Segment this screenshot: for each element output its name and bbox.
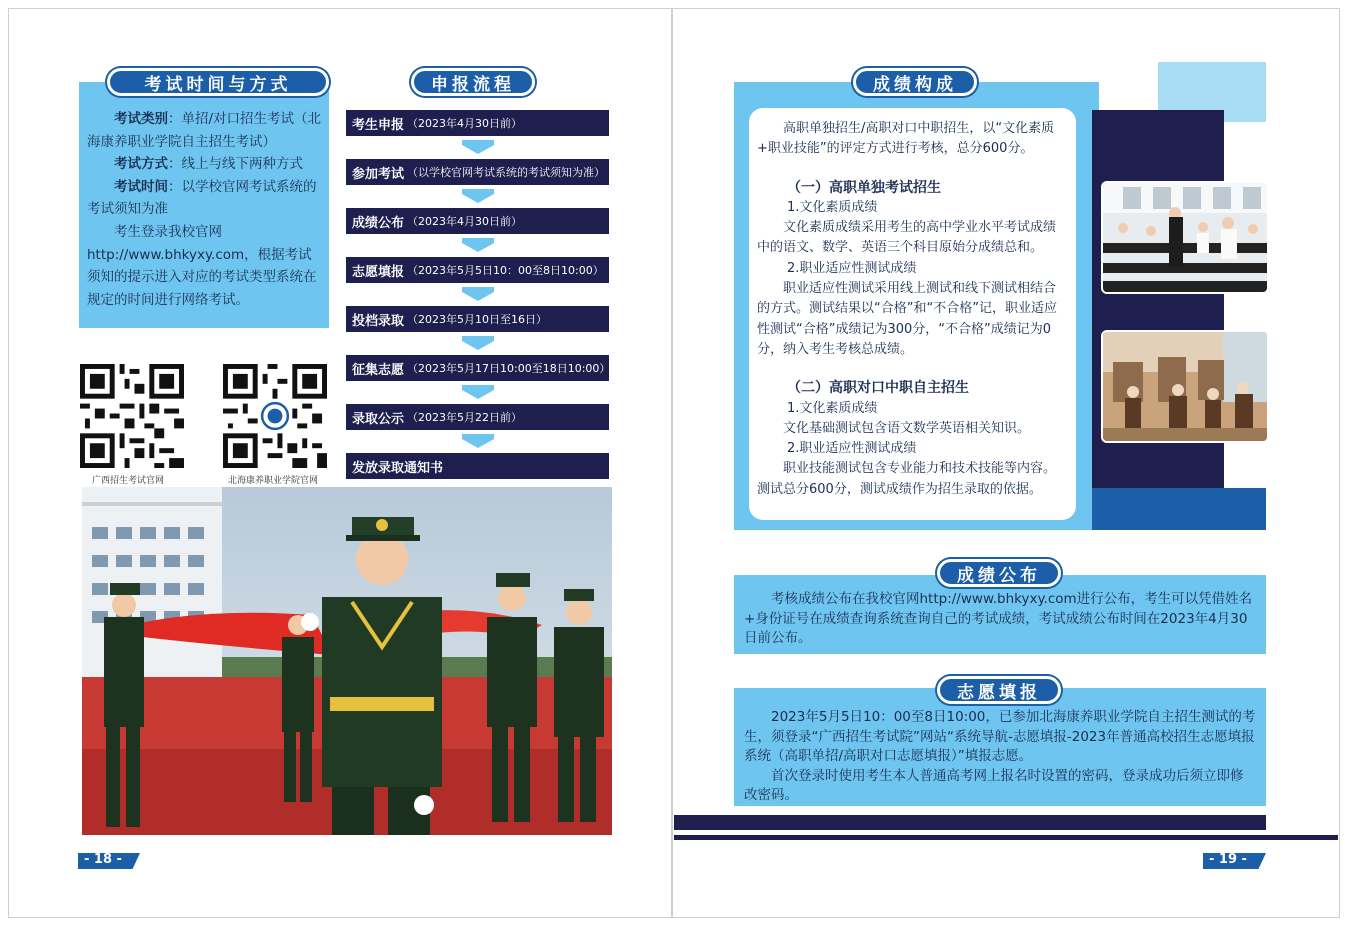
volunteer-text-1: 2023年5月5日10：00至8日10:00，已参加北海康养职业学院自主招生测试的考生，须登录“广西招生考试院”网站“系统导航-志愿填报-2023年普通高校招生志愿填报系统（高职单招/高职对口志愿填报）”填报志愿。 xyxy=(744,709,1256,765)
volunteer-panel xyxy=(734,688,1266,806)
volunteer-text-2: 首次登录时使用考生本人普通高考网上报名时设置的密码，登录成功后须立即修改密码。 xyxy=(744,767,1244,804)
step-label: 志愿填报 xyxy=(352,264,405,280)
decor-stripe-thick xyxy=(674,815,1266,830)
process-step xyxy=(346,453,609,479)
page-number-right xyxy=(1203,853,1266,869)
qr-caption-guangxi: 广西招生考试官网 xyxy=(92,476,165,486)
honor-guard-photo xyxy=(82,487,612,835)
process-step xyxy=(346,257,609,283)
down-arrow-icon xyxy=(346,332,609,355)
score-part1-item2-text: 职业适应性测试采用线上测试和线下测试相结合的方式。测试结果以“合格”和“不合格”记，职业适应性测试“合格”成绩记为300分，“不合格”成绩记为0分，纳入考生考核总成绩。 xyxy=(757,281,1057,357)
step-label: 成绩公布 xyxy=(352,215,405,231)
page-number-left xyxy=(78,853,140,869)
qr-code-college-site[interactable] xyxy=(223,364,327,468)
qr-code-guangxi-exam[interactable] xyxy=(80,364,184,468)
step-label: 发放录取通知书 xyxy=(352,460,444,476)
score-part1-item1-title: 1.文化素质成绩 xyxy=(787,199,878,215)
qr-caption-college: 北海康养职业学院官网 xyxy=(228,476,319,486)
publish-text: 考核成绩公布在我校官网http://www.bhkyxy.com进行公布，考生可以凭借姓名+身份证号在成绩查询系统查询自己的考试成绩，考试成绩公布时间在2023年4月30日前公布。 xyxy=(744,591,1253,647)
step-detail: （2023年5月5日10：00至8日10:00） xyxy=(407,264,604,277)
score-part2-item1-text: 文化基础测试包含语文数学英语相关知识。 xyxy=(783,420,1031,436)
step-label: 征集志愿 xyxy=(352,362,405,378)
art-class-photo xyxy=(1101,330,1269,443)
process-step xyxy=(346,355,609,381)
down-arrow-icon xyxy=(346,136,609,159)
down-arrow-icon xyxy=(346,234,609,257)
step-label: 投档录取 xyxy=(352,313,405,329)
step-detail: （2023年4月30日前） xyxy=(407,117,523,130)
step-label: 录取公示 xyxy=(352,411,405,427)
score-section-heading: 成绩构成 xyxy=(853,68,977,96)
exam-login-text: 考生登录我校官网http://www.bhkyxy.com，根据考试须知的提示进入对应的考试类型系统在规定的时间进行网络考试。 xyxy=(87,223,317,308)
exam-time-label: 考试时间 xyxy=(114,178,168,195)
process-step xyxy=(346,306,609,332)
step-label: 考生申报 xyxy=(352,117,405,133)
publish-section-heading: 成绩公布 xyxy=(937,559,1061,587)
exam-category-value: ：单招/对口招生考试（北海康养职业学院自主招生考试） xyxy=(87,111,322,150)
exam-method-value: ：线上与线下两种方式 xyxy=(168,156,303,173)
score-part2-item1-title: 1.文化素质成绩 xyxy=(787,400,878,416)
process-step xyxy=(346,208,609,234)
step-detail: （2023年4月30日前） xyxy=(407,215,523,228)
process-section-heading: 申报流程 xyxy=(411,68,535,96)
exam-time-value: ：以学校官网考试系统的考试须知为准 xyxy=(87,178,317,218)
decor-blue-block xyxy=(1092,488,1266,530)
score-part1-title: （一）高职单独考试招生 xyxy=(787,179,941,196)
down-arrow-icon xyxy=(346,381,609,404)
down-arrow-icon xyxy=(346,283,609,306)
down-arrow-icon xyxy=(346,430,609,453)
process-step xyxy=(346,404,609,430)
score-intro: 高职单独招生/高职对口中职招生，以“文化素质+职业技能”的评定方式进行考核，总分600分。 xyxy=(757,121,1055,157)
decor-stripe-thin xyxy=(674,835,1338,840)
exam-method-label: 考试方式 xyxy=(114,156,168,173)
step-detail: （2023年5月22日前） xyxy=(407,411,523,424)
volunteer-section-heading: 志愿填报 xyxy=(937,676,1061,704)
exam-info-text xyxy=(87,108,323,311)
exam-category-label: 考试类别 xyxy=(114,111,168,127)
exam-section-heading: 考试时间与方式 xyxy=(107,68,329,96)
process-steps xyxy=(346,110,609,479)
process-step xyxy=(346,159,609,185)
down-arrow-icon xyxy=(346,185,609,208)
score-content-card xyxy=(749,108,1076,520)
process-step xyxy=(346,110,609,136)
step-label: 参加考试 xyxy=(352,166,405,182)
score-part2-item2-title: 2.职业适应性测试成绩 xyxy=(787,441,917,457)
classroom-photo xyxy=(1101,181,1269,294)
score-part2-item2-text: 职业技能测试包含专业能力和技术技能等内容。测试总分600分，测试成绩作为招生录取的依据。 xyxy=(757,461,1057,497)
decor-navy-block xyxy=(1092,110,1224,530)
score-part1-item2-title: 2.职业适应性测试成绩 xyxy=(787,260,917,276)
page-number-right-text: - 19 - xyxy=(1209,852,1247,867)
score-part1-item1-text: 文化素质成绩采用考生的高中学业水平考试成绩中的语文、数学、英语三个科目原始分成绩总和。 xyxy=(757,220,1057,256)
step-detail: （2023年5月10日至16日） xyxy=(407,313,548,326)
step-detail: （以学校官网考试系统的考试须知为准） xyxy=(407,166,606,179)
page-number-left-text: - 18 - xyxy=(84,852,122,867)
score-part2-title: （二）高职对口中职自主招生 xyxy=(787,380,969,397)
step-detail: （2023年5月17日10:00至18日10:00） xyxy=(407,362,611,375)
